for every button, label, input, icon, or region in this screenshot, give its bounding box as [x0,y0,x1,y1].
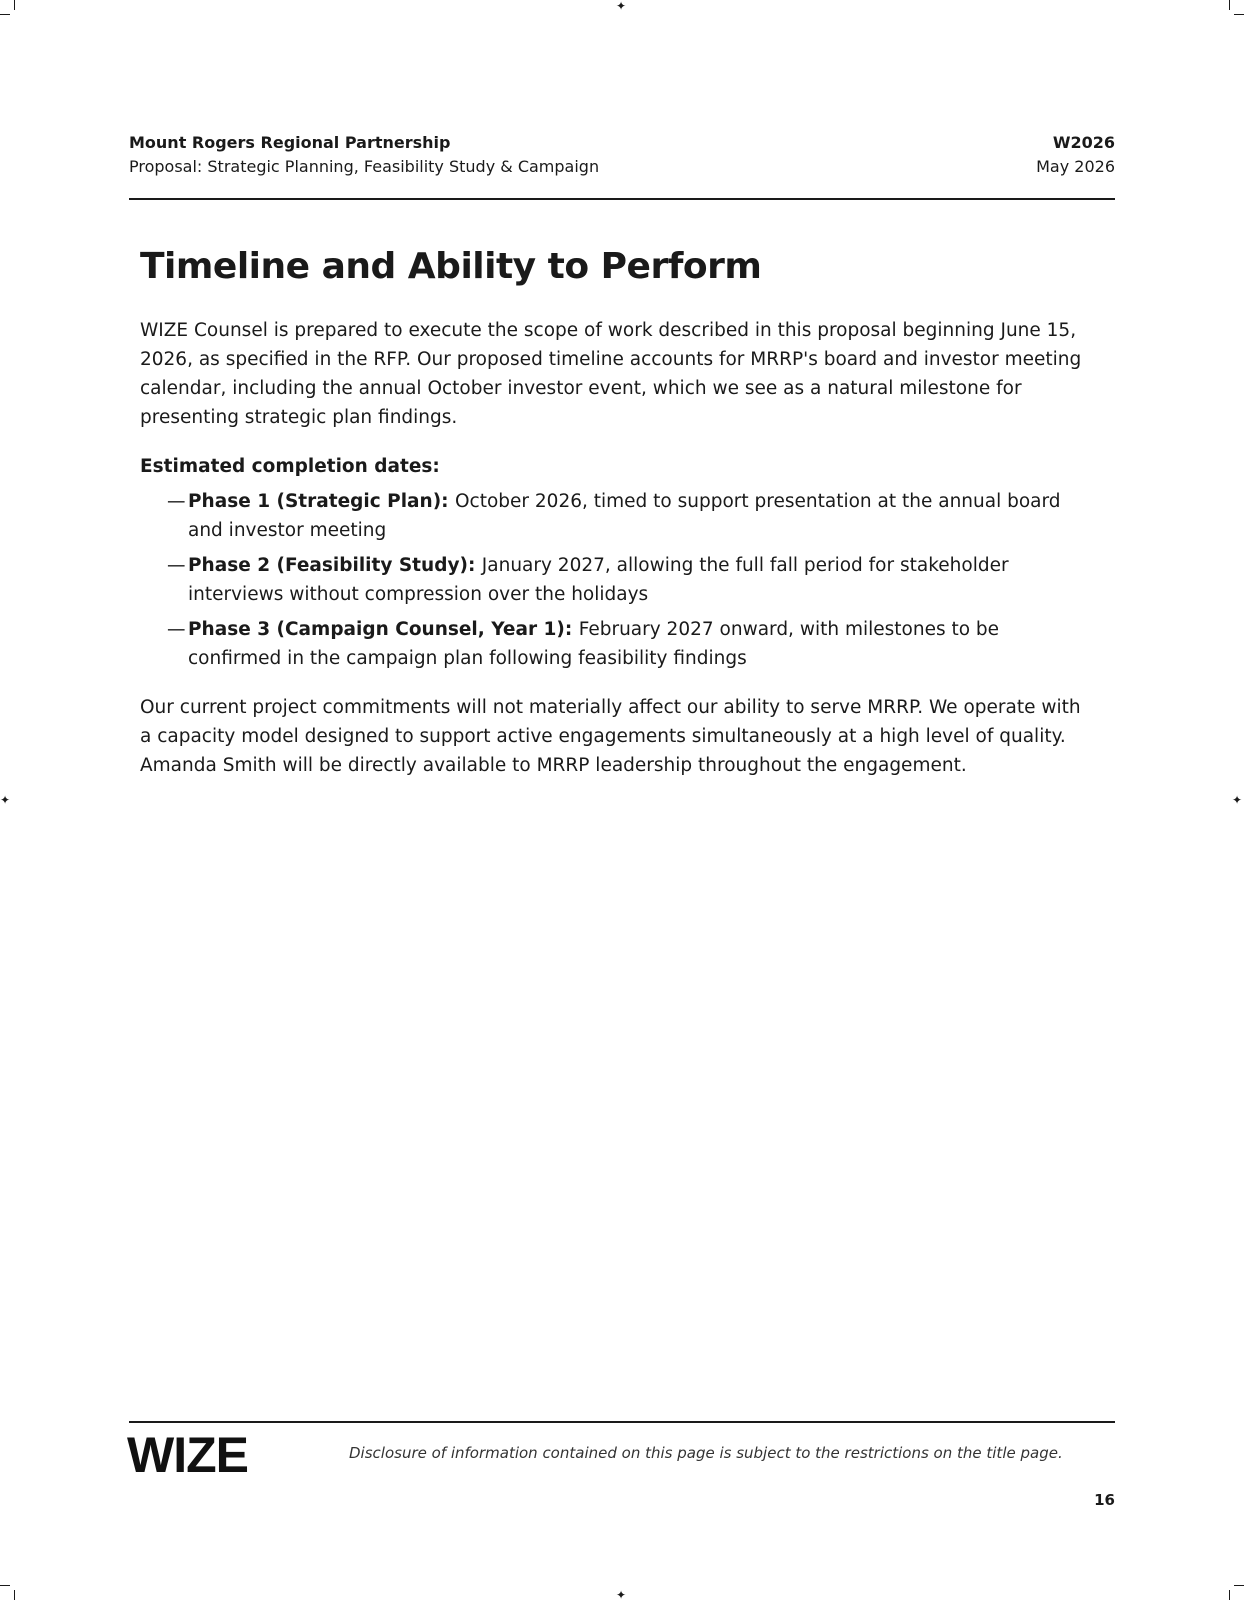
closing-paragraph: Our current project commitments will not materially affect our ability to serve MRRP. We operate with a capacity model designed to support active engagements simultaneously at a high level of quality. Amanda Smith will be directly available to MRRP leadership throughout the engagement. [140,697,1081,776]
footer-divider [129,1421,1115,1423]
list-item-phase-1 [140,487,1090,545]
header-divider [129,198,1115,200]
registration-mark-right-icon: ✦ [1232,793,1243,807]
phase-text: January 2027, allowing the full fall period for stakeholder interviews without compression over the holidays [188,555,1009,605]
header-left [129,131,599,179]
crop-mark-bottom-left-h [0,1585,10,1586]
disclosure-notice: Disclosure of information contained on this page is subject to the restrictions on the title page. [349,1444,1063,1462]
organization-name: Mount Rogers Regional Partnership [129,133,451,152]
document-date: May 2026 [1036,157,1115,176]
list-item-phase-2 [140,551,1090,609]
header-right [1036,131,1115,179]
crop-mark-top-left-v [14,0,15,10]
completion-dates-heading: Estimated completion dates: [140,456,440,477]
phase-label: Phase 1 (Strategic Plan): [188,491,455,512]
crop-mark-top-right-v [1229,0,1230,10]
phase-list [140,487,1090,673]
crop-mark-bottom-left-v [14,1590,15,1600]
registration-mark-bottom-icon: ✦ [616,1588,627,1602]
phase-label: Phase 3 (Campaign Counsel, Year 1): [188,619,579,640]
phase-text: February 2027 onward, with milestones to be confirmed in the campaign plan following feasibility findings [188,619,1000,669]
phase-text: October 2026, timed to support presentation at the annual board and investor meeting [188,491,1061,541]
section-title: Timeline and Ability to Perform [140,246,762,287]
crop-mark-top-left-h [0,14,10,15]
wize-logo: WIZE [127,1427,248,1483]
crop-mark-bottom-right-h [1234,1585,1244,1586]
page-number: 16 [1094,1491,1115,1509]
registration-mark-top-icon: ✦ [616,0,627,13]
intro-paragraph: WIZE Counsel is prepared to execute the scope of work described in this proposal beginning June 15, 2026, as specified in the RFP. Our proposed timeline accounts for MRRP's board and investor meeting calendar, including the annual October investor event, which we see as a natural milestone for presenting strategic plan findings. [140,320,1082,428]
proposal-title: Proposal: Strategic Planning, Feasibility Study & Campaign [129,157,600,176]
phase-label: Phase 2 (Feasibility Study): [188,555,482,576]
dash-bullet-icon: — [167,555,186,576]
list-item-phase-3 [140,615,1090,673]
crop-mark-top-right-h [1234,14,1244,15]
main-content [140,240,1090,780]
crop-mark-bottom-right-v [1229,1590,1230,1600]
registration-mark-left-icon: ✦ [0,793,11,807]
document-code: W2026 [1052,133,1115,152]
dash-bullet-icon: — [167,491,186,512]
dash-bullet-icon: — [167,619,186,640]
